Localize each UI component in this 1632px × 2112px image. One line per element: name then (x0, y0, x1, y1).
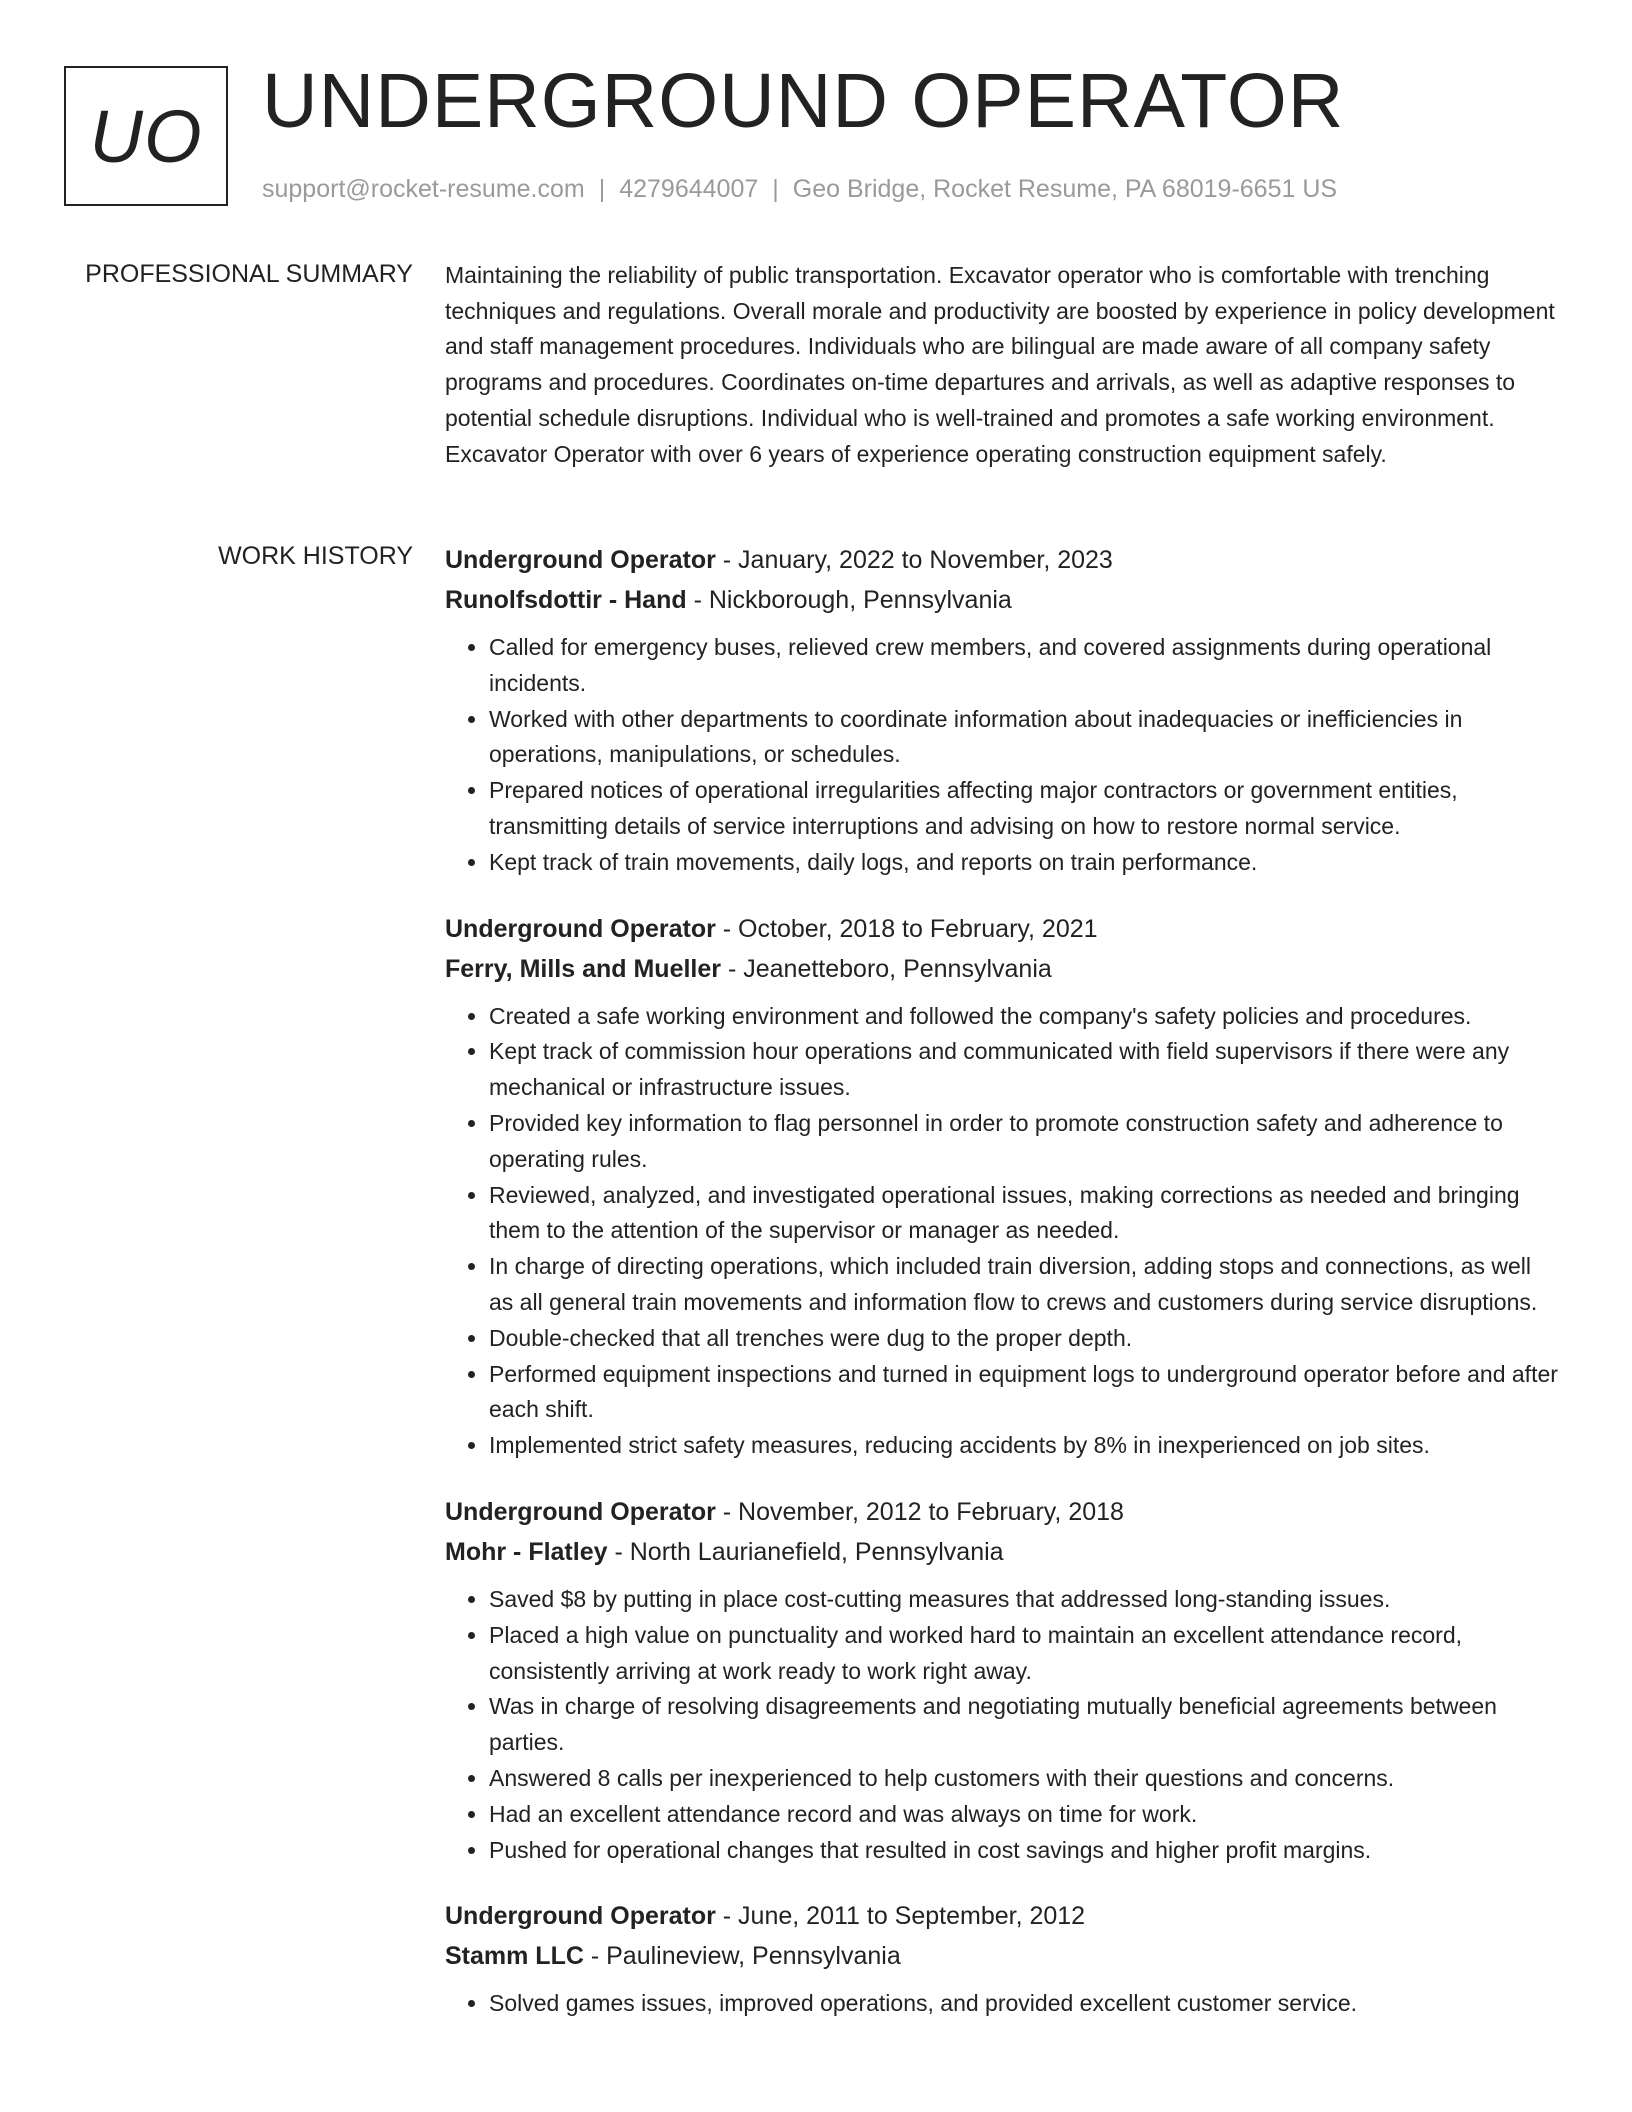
job-company: Ferry, Mills and Mueller (445, 954, 722, 983)
job-location: - Jeanetteboro, Pennsylvania (721, 954, 1052, 983)
job-bullet: • Implemented strict safety measures, reducing accidents by 8% in inexperienced on job sites. (489, 1428, 1560, 1464)
job-company: Mohr - Flatley (445, 1537, 608, 1566)
job-bullet: • Called for emergency buses, relieved crew members, and covered assignments during operational incidents. (489, 630, 1560, 702)
job-bullet-list (445, 1986, 1560, 2022)
job-title-line (445, 909, 1560, 949)
summary-heading: PROFESSIONAL SUMMARY (85, 260, 413, 288)
job-bullet: • In charge of directing operations, which included train diversion, adding stops and connections, as well as all general train movements and information flow to crews and customers during service disruptions. (489, 1249, 1560, 1321)
job-bullet-list (445, 999, 1560, 1464)
job-bullet: • Pushed for operational changes that resulted in cost savings and higher profit margins. (489, 1833, 1560, 1869)
job-title: Underground Operator (445, 914, 716, 943)
job-bullet-list (445, 630, 1560, 881)
job-dates: - November, 2012 to February, 2018 (715, 1497, 1124, 1526)
job-bullet: • Created a safe working environment and followed the company's safety policies and procedures. (489, 999, 1560, 1035)
work-history-list (445, 540, 1560, 2050)
contact-email: support@rocket-resume.com (262, 175, 585, 203)
candidate-name: UNDERGROUND OPERATOR (262, 58, 1345, 144)
job-bullet: • Answered 8 calls per inexperienced to help customers with their questions and concerns. (489, 1761, 1560, 1797)
contact-separator: | (772, 175, 779, 203)
job-bullet-list (445, 1582, 1560, 1868)
job-bullet: • Reviewed, analyzed, and investigated operational issues, making corrections as needed and bringing them to the attention of the supervisor or manager as needed. (489, 1178, 1560, 1250)
job-entry (445, 1896, 1560, 2022)
job-dates: - January, 2022 to November, 2023 (715, 546, 1113, 574)
job-company-line (445, 580, 1560, 620)
job-title-line (445, 1896, 1560, 1936)
job-title: Underground Operator (445, 1497, 716, 1526)
contact-phone: 4279644007 (619, 175, 759, 203)
job-bullet: • Was in charge of resolving disagreements and negotiating mutually beneficial agreements between parties. (489, 1689, 1560, 1761)
job-dates: - June, 2011 to September, 2012 (715, 1902, 1086, 1931)
job-dates: - October, 2018 to February, 2021 (715, 914, 1098, 943)
job-title-line (445, 540, 1560, 580)
job-entry (445, 909, 1560, 1464)
job-bullet: • Prepared notices of operational irregularities affecting major contractors or government entities, transmitting details of service interruptions and advising on how to restore normal service. (489, 773, 1560, 845)
job-bullet: • Kept track of commission hour operations and communicated with field supervisors if there were any mechanical or infrastructure issues. (489, 1034, 1560, 1106)
job-entry (445, 1492, 1560, 1868)
job-bullet: • Placed a high value on punctuality and worked hard to maintain an excellent attendance record, consistently arriving at work ready to work right away. (489, 1618, 1560, 1690)
job-bullet: • Kept track of train movements, daily logs, and reports on train performance. (489, 845, 1560, 881)
job-bullet: • Performed equipment inspections and turned in equipment logs to underground operator before and after each shift. (489, 1357, 1560, 1429)
job-company-line (445, 1532, 1560, 1572)
contact-separator: | (598, 175, 606, 203)
job-company: Runolfsdottir - Hand (445, 586, 687, 614)
summary-body (445, 258, 1560, 472)
job-company: Stamm LLC (445, 1942, 584, 1971)
job-title: Underground Operator (445, 546, 716, 574)
job-location: - Paulineview, Pennsylvania (583, 1942, 901, 1971)
contact-line (262, 174, 1337, 204)
job-bullet: • Worked with other departments to coordinate information about inadequacies or inefficiencies in operations, manipulations, or schedules. (489, 702, 1560, 774)
job-bullet: • Provided key information to flag personnel in order to promote construction safety and adherence to operating rules. (489, 1106, 1560, 1178)
contact-address: Geo Bridge, Rocket Resume, PA 68019-6651 US (792, 175, 1338, 203)
job-company-line (445, 1936, 1560, 1976)
job-company-line (445, 949, 1560, 989)
job-location: - North Laurianefield, Pennsylvania (607, 1537, 1004, 1566)
job-bullet: • Had an excellent attendance record and was always on time for work. (489, 1797, 1560, 1833)
job-title: Underground Operator (445, 1902, 716, 1931)
job-entry (445, 540, 1560, 881)
job-location: - Nickborough, Pennsylvania (686, 586, 1012, 614)
job-bullet: • Saved $8 by putting in place cost-cutting measures that addressed long-standing issues. (489, 1582, 1560, 1618)
summary-text: Maintaining the reliability of public transportation. Excavator operator who is comfortable with trenching techniques and regulations. Overall morale and productivity are boosted by experience in policy development and staff management procedures. Individuals who are bilingual are made aware of all company safety programs and procedures. Coordinates on-time departures and arrivals, as well as adaptive responses to potential schedule disruptions. Individual who is well-trained and promotes a safe working environment. Excavator Operator with over 6 years of experience operating construction equipment safely. (445, 262, 1555, 467)
monogram-badge: UO (64, 66, 228, 206)
work-history-heading: WORK HISTORY (218, 542, 413, 570)
job-bullet: • Solved games issues, improved operations, and provided excellent customer service. (489, 1986, 1560, 2022)
job-bullet: • Double-checked that all trenches were dug to the proper depth. (489, 1321, 1560, 1357)
job-title-line (445, 1492, 1560, 1532)
